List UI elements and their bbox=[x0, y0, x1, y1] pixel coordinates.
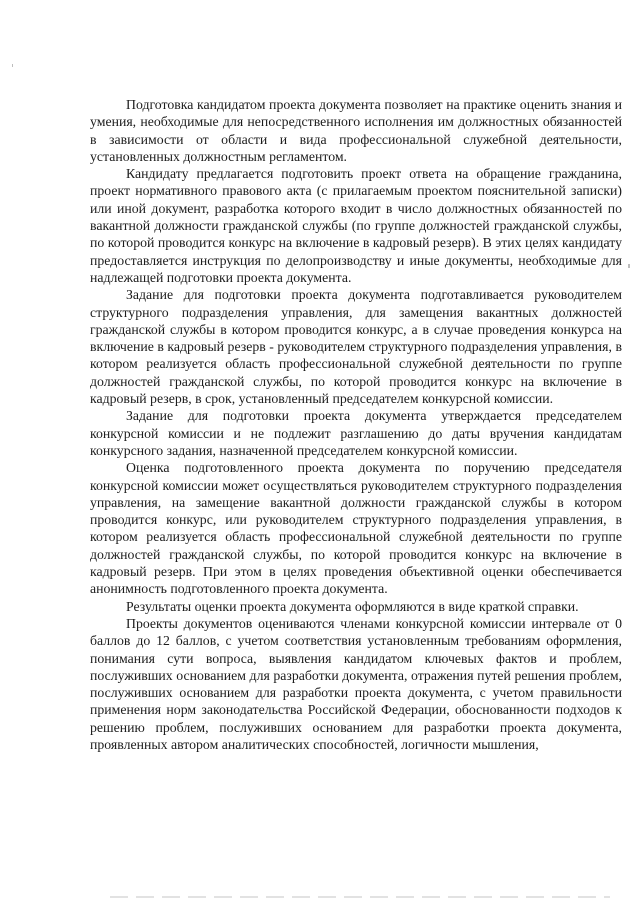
scan-bottom-edge bbox=[110, 896, 610, 898]
paragraph-1: Подготовка кандидатом проекта документа позволяет на практике оценить знания и умения, необходимые для непосредственного исполнения им должностных обязанностей в зависимости от области и вида профессиональной служебной деятельности, установленных должностным регламентом. bbox=[90, 97, 622, 164]
paragraph-3: Задание для подготовки проекта документа подготавливается руководителем структурного подразделения управления, для замещения вакантных должностей гражданской службы в котором проводится конкурс, а в случае проведения конкурса на включение в кадровый резерв - руководителем структурного подразделения управления, в котором реализуется область профессиональной служебной деятельности по группе должностей гражданской службы, по которой проводится конкурс на включение в кадровый резерв, в срок, установленный председателем конкурсной комиссии. bbox=[90, 287, 622, 407]
paragraph-6: Результаты оценки проекта документа оформляются в виде краткой справки. bbox=[126, 598, 579, 614]
scan-mark-right bbox=[628, 264, 630, 268]
scan-mark-left bbox=[12, 64, 13, 67]
paragraph-4: Задание для подготовки проекта документа утверждается председателем конкурсной комиссии и не подлежит разглашению до даты вручения кандидатам конкурсного задания, назначенной председателем конкурсной комиссии. bbox=[90, 408, 622, 458]
paragraph-5: Оценка подготовленного проекта документа по поручению председателя конкурсной комиссии может осуществляться руководителем структурного подразделения управления, на замещение вакантной должности гражданской службы в котором проводится конкурс, или руководителем структурного подразделения управления, в котором реализуется область профессиональной служебной деятельности по группе должностей гражданской службы, по которой проводится конкурс на включение в кадровый резерв. При этом в целях проведения объективной оценки обеспечивается анонимность подготовленного проекта документа. bbox=[90, 460, 622, 597]
paragraph-2: Кандидату предлагается подготовить проект ответа на обращение гражданина, проект нормативного правового акта (с прилагаемым проектом пояснительной записки) или иной документ, разработка которого входит в число должностных обязанностей по вакантной должности гражданской службы (по группе должностей гражданской службы, по которой проводится конкурс на включение в кадровый резерв). В этих целях кандидату предоставляется инструкция по делопроизводству и иные документы, необходимые для надлежащей подготовки проекта документа. bbox=[90, 166, 622, 285]
document-body bbox=[90, 96, 622, 753]
paragraph-7: Проекты документов оцениваются членами конкурсной комиссии интервале от 0 баллов до 12 баллов, с учетом соответствия установленным требованиям оформления, понимания сути вопроса, выявления кандидатом ключевых фактов и проблем, послуживших основанием для разработки документа, отражения путей решения проблем, послуживших основанием для разработки проекта документа, с учетом правильности применения норм законодательства Российской Федерации, обоснованности подходов к решению проблем, послуживших основанием для разработки проекта документа, проявленных автором аналитических способностей, логичности мышления, bbox=[90, 615, 622, 752]
